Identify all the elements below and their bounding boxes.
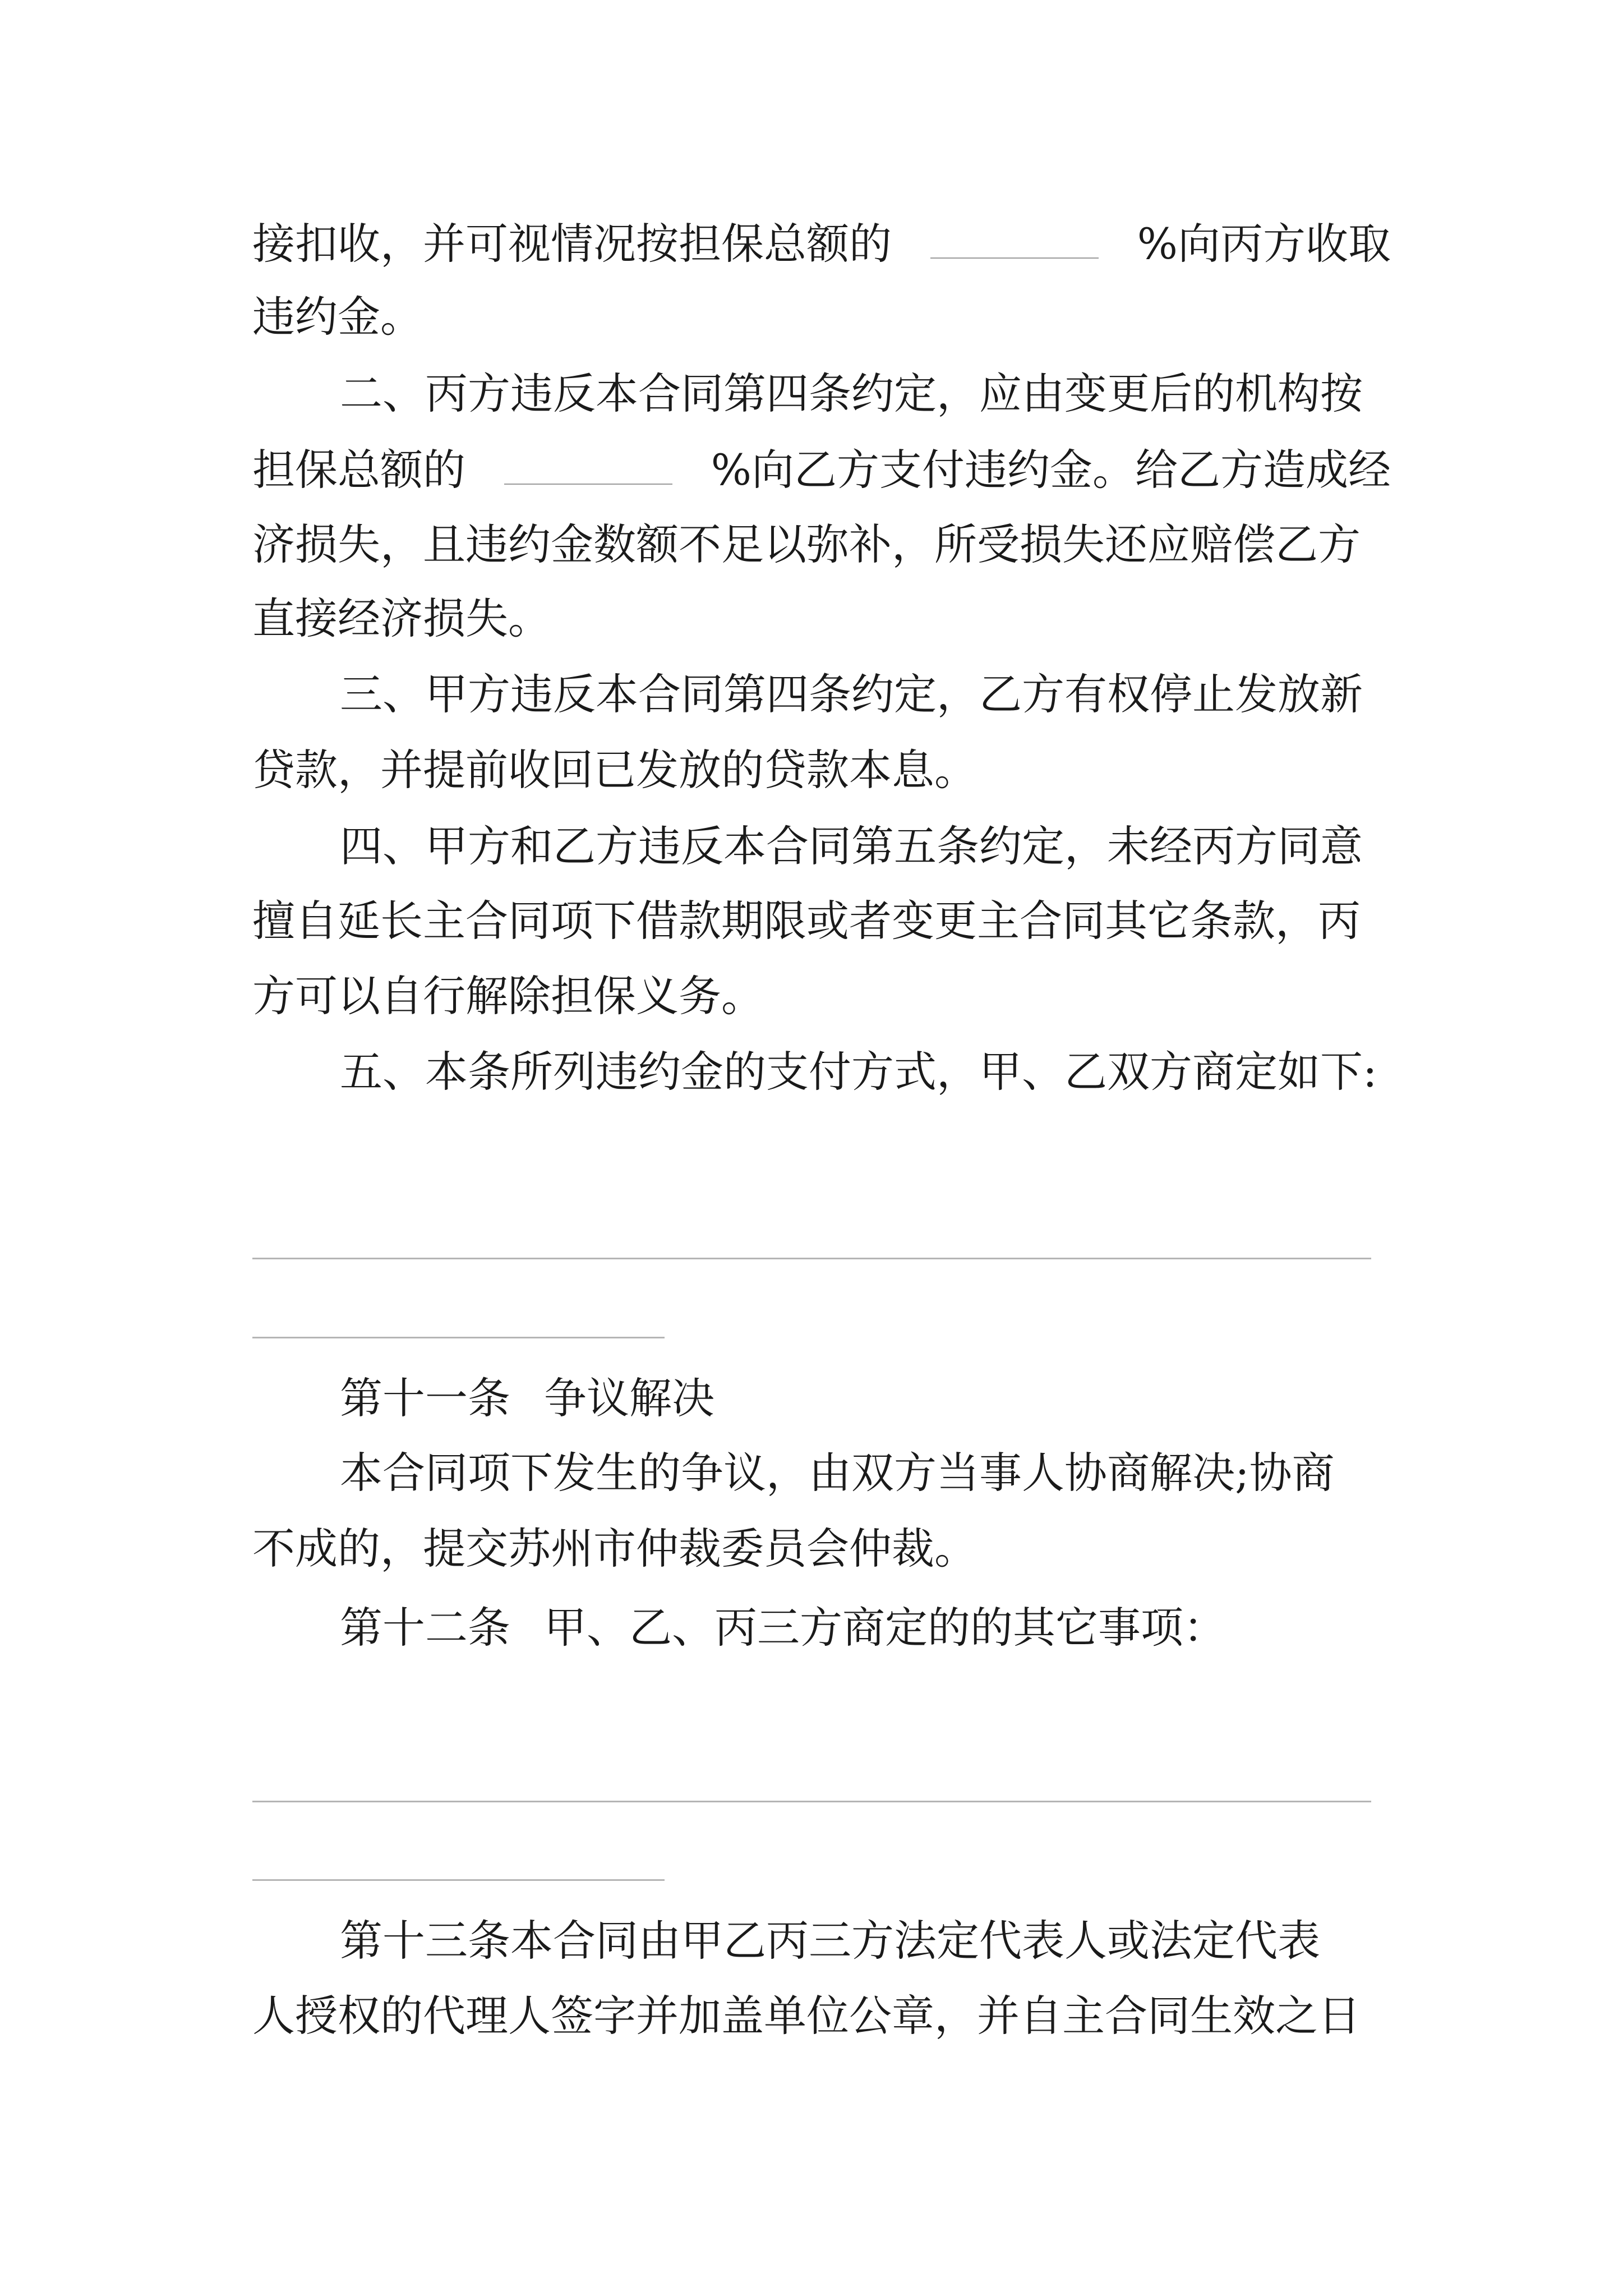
paragraph-line [252,1988,1391,2044]
paragraph-line [340,666,1391,723]
paragraph-line [252,216,1391,272]
text-segment: 五、本条所列违约金的支付方式，甲、乙双方商定如下: [340,1047,1377,1097]
paragraph-line [252,968,1391,1024]
text-segment: 接扣收，并可视情况按担保总额的 [252,219,892,269]
text-segment: 第十三条本合同由甲乙丙三方法定代表人或法定代表 [340,1916,1320,1966]
article-number: 第十一条 [340,1373,510,1423]
fill-in-line [252,1337,665,1338]
text-segment: 贷款，并提前收回已发放的贷款本息。 [252,745,977,795]
article-title: 甲、乙、丙三方商定的的其它事项： [544,1603,1226,1653]
text-segment: 方可以自行解除担保义务。 [252,971,764,1021]
paragraph-line [340,1913,1391,1969]
article-title: 争议解决 [544,1373,714,1423]
fill-in-line [252,1879,665,1881]
text-segment: 擅自延长主合同项下借款期限或者变更主合同其它条款，丙 [252,896,1361,946]
fill-in-blank [504,450,672,485]
text-segment: 违约金。 [252,292,423,342]
paragraph-line [252,591,1391,647]
text-segment: 不成的，提交苏州市仲裁委员会仲裁。 [252,1524,977,1573]
text-segment: 担保总额的 [252,445,465,495]
fill-in-line [252,1801,1371,1802]
text-segment: %向丙方收取 [1137,219,1391,269]
paragraph-line [340,818,1391,875]
text-segment: 三、甲方违反本合同第四条约定，乙方有权停止发放新 [340,669,1363,719]
paragraph-line [340,366,1391,422]
paragraph-line [252,289,1391,345]
text-segment: 济损失，且违约金数额不足以弥补，所受损失还应赔偿乙方 [252,519,1361,569]
text-segment: %向乙方支付违约金。给乙方造成经 [711,445,1391,495]
paragraph-line [252,517,1391,573]
text-segment: 四、甲方和乙方违反本合同第五条约定，未经丙方同意 [340,821,1363,871]
article-heading [340,1600,1391,1656]
fill-in-line [252,1258,1371,1259]
paragraph-line [252,1521,1391,1577]
paragraph-line [340,1044,1391,1100]
article-heading [340,1370,1391,1427]
paragraph-line [252,742,1391,798]
text-segment: 二、丙方违反本合同第四条约定，应由变更后的机构按 [340,369,1363,418]
paragraph-line [252,442,1391,498]
paragraph-line [252,893,1391,949]
paragraph-line [340,1445,1391,1501]
text-segment: 本合同项下发生的争议，由双方当事人协商解决;协商 [340,1448,1335,1498]
fill-in-blank [930,224,1099,259]
text-segment: 直接经济损失。 [252,593,551,643]
article-number: 第十二条 [340,1603,510,1653]
text-segment: 人授权的代理人签字并加盖单位公章，并自主合同生效之日 [252,1991,1361,2041]
